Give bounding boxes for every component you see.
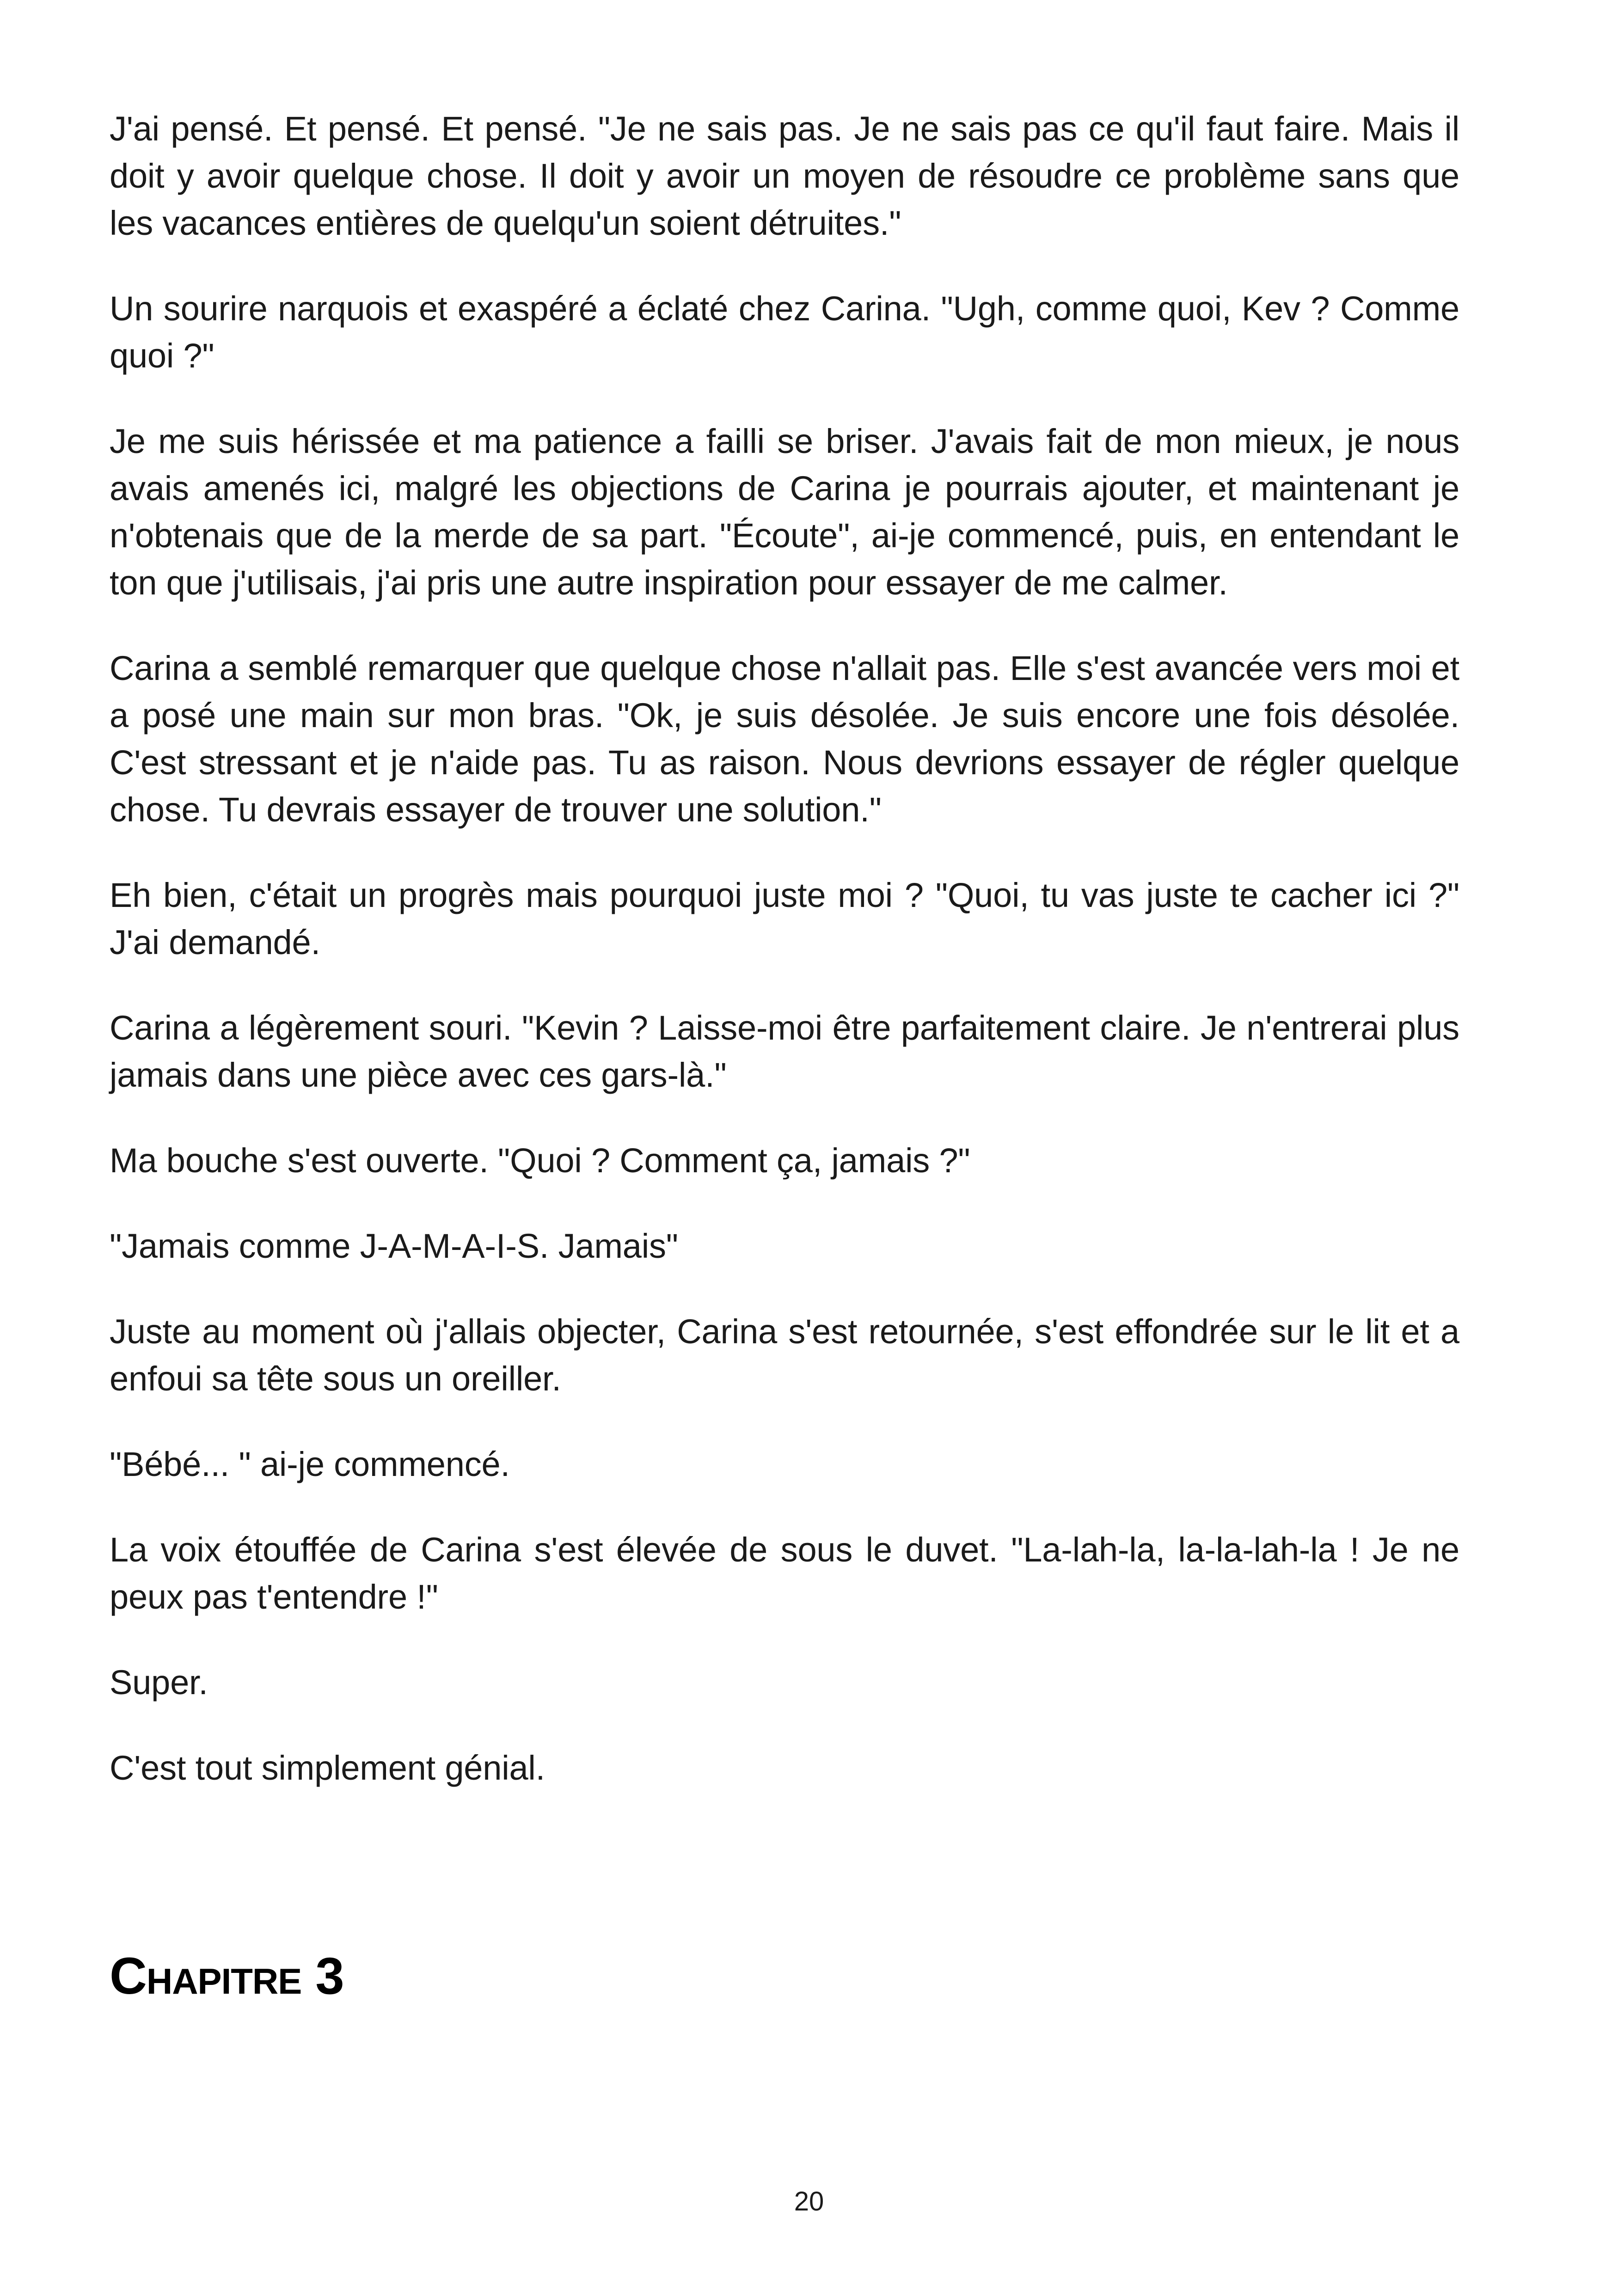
body-text	[110, 105, 1459, 1830]
paragraph: C'est tout simplement génial.	[110, 1749, 545, 1787]
paragraph: Ma bouche s'est ouverte. "Quoi ? Comment ça, jamais ?"	[110, 1141, 970, 1180]
chapter-heading: Chapitre 3	[110, 1947, 344, 2005]
paragraph: Un sourire narquois et exaspéré a éclaté chez Carina. "Ugh, comme quoi, Kev ? Comme quoi ?"	[110, 289, 1459, 375]
paragraph: La voix étouffée de Carina s'est élevée de sous le duvet. "La-lah-la, la-la-lah-la ! Je ne peux pas t'entendre !"	[110, 1531, 1459, 1616]
paragraph: Juste au moment où j'allais objecter, Carina s'est retournée, s'est effondrée sur le lit et a enfoui sa tête sous un oreiller.	[110, 1312, 1459, 1398]
paragraph: Eh bien, c'était un progrès mais pourquoi juste moi ? "Quoi, tu vas juste te cacher ici ?" J'ai demandé.	[110, 876, 1459, 961]
paragraph: "Jamais comme J-A-M-A-I-S. Jamais"	[110, 1227, 678, 1265]
page-number: 20	[794, 2186, 824, 2216]
paragraph: Carina a légèrement souri. "Kevin ? Laisse-moi être parfaitement claire. Je n'entrerai plus jamais dans une pièce avec ces gars-là."	[110, 1009, 1459, 1094]
paragraph: Je me suis hérissée et ma patience a failli se briser. J'avais fait de mon mieux, je nous avais amenés ici, malgré les objections de Carina je pourrais ajouter, et maintenant je n'obtenais que de la merde de sa part. "Écoute", ai-je commencé, puis, en entendant le ton que j'utilisais, j'ai pris une autre inspiration pour essayer de me calmer.	[110, 422, 1459, 602]
paragraph: Super.	[110, 1663, 208, 1702]
paragraph: "Bébé... " ai-je commencé.	[110, 1445, 510, 1483]
paragraph: Carina a semblé remarquer que quelque chose n'allait pas. Elle s'est avancée vers moi et a posé une main sur mon bras. "Ok, je suis désolée. Je suis encore une fois désolée. C'est stressant et je n'aide pas. Tu as raison. Nous devrions essayer de régler quelque chose. Tu devrais essayer de trouver une solution."	[110, 649, 1459, 829]
paragraph: J'ai pensé. Et pensé. Et pensé. "Je ne sais pas. Je ne sais pas ce qu'il faut faire. Mais il doit y avoir quelque chose. Il doit y avoir un moyen de résoudre ce problème sans que les vacances entières de quelqu'un soient détruites."	[110, 110, 1459, 242]
